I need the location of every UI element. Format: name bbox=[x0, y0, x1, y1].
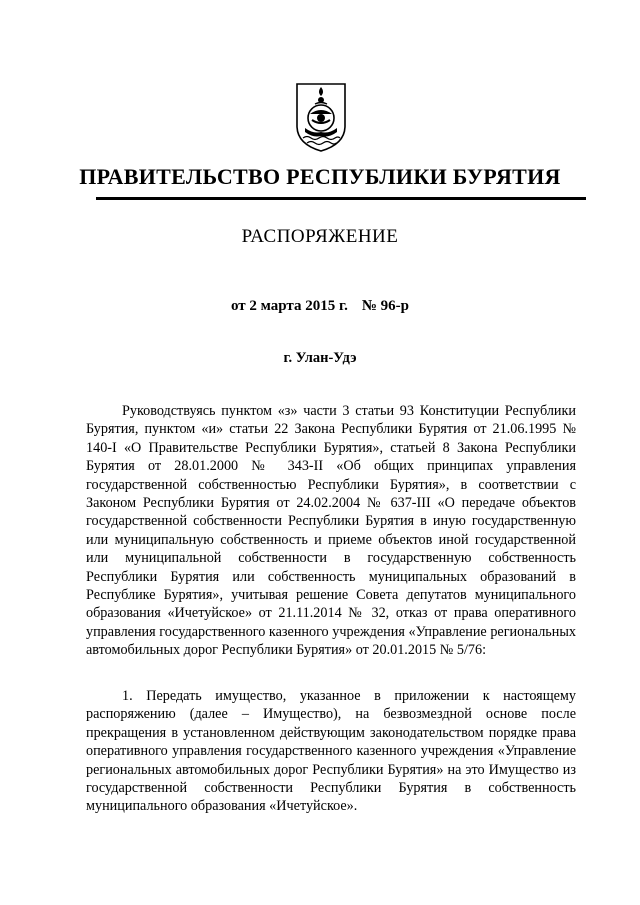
title-divider bbox=[96, 197, 586, 200]
clause-1-text: 1. Передать имущество, указанное в приложении к настоящему распоряжению (далее – Имущество), на безвозмездной основе после прекращения в установленном действующим законодательством порядке права оперативного управления государственного казенного учреждения «Управление региональных автомобильных дорог Республики Бурятия» на это Имущество из государственной собственности Республики Бурятия в собственность муниципального образования «Ичетуйское». bbox=[86, 688, 576, 815]
document-number: № 96-р bbox=[361, 298, 410, 314]
document-date: от 2 марта 2015 г. bbox=[230, 298, 348, 314]
document-type: РАСПОРЯЖЕНИЕ bbox=[241, 226, 399, 247]
preamble-paragraph bbox=[86, 402, 576, 660]
clause-1-paragraph bbox=[86, 687, 576, 816]
date-number-line bbox=[0, 298, 640, 315]
emblem-of-buryatia-icon bbox=[293, 78, 349, 154]
government-title: ПРАВИТЕЛЬСТВО РЕСПУБЛИКИ БУРЯТИЯ bbox=[79, 164, 561, 189]
document-city: г. Улан-Удэ bbox=[283, 350, 357, 366]
preamble-text: Руководствуясь пунктом «з» части 3 статьи 93 Конституции Республики Бурятия, пунктом «и» статьи 22 Закона Республики Бурятия от 21.06.1995 № 140-I «О Правительстве Республики Бурятия», статьей 8 Закона Республики Бурятия от 28.01.2000 № 343-II «Об общих принципах управления государственной собственностью Республики Бурятия», в соответствии с Законом Республики Бурятия от 24.02.2004 № 637-III «О передаче объектов государственной собственности Республики Бурятия в иную государственную или муниципальную собственность и приеме объектов иной государственной или муниципальной собственности в государственную собственность Республики Бурятия или собственность муниципальных образований в Республике Бурятия», учитывая решение Совета депутатов муниципального образования «Ичетуйское» от 21.11.2014 № 32, отказ от права оперативного управления государственного казенного учреждения «Управление региональных автомобильных дорог Республики Бурятия» от 20.01.2015 № 5/76: bbox=[86, 403, 576, 659]
